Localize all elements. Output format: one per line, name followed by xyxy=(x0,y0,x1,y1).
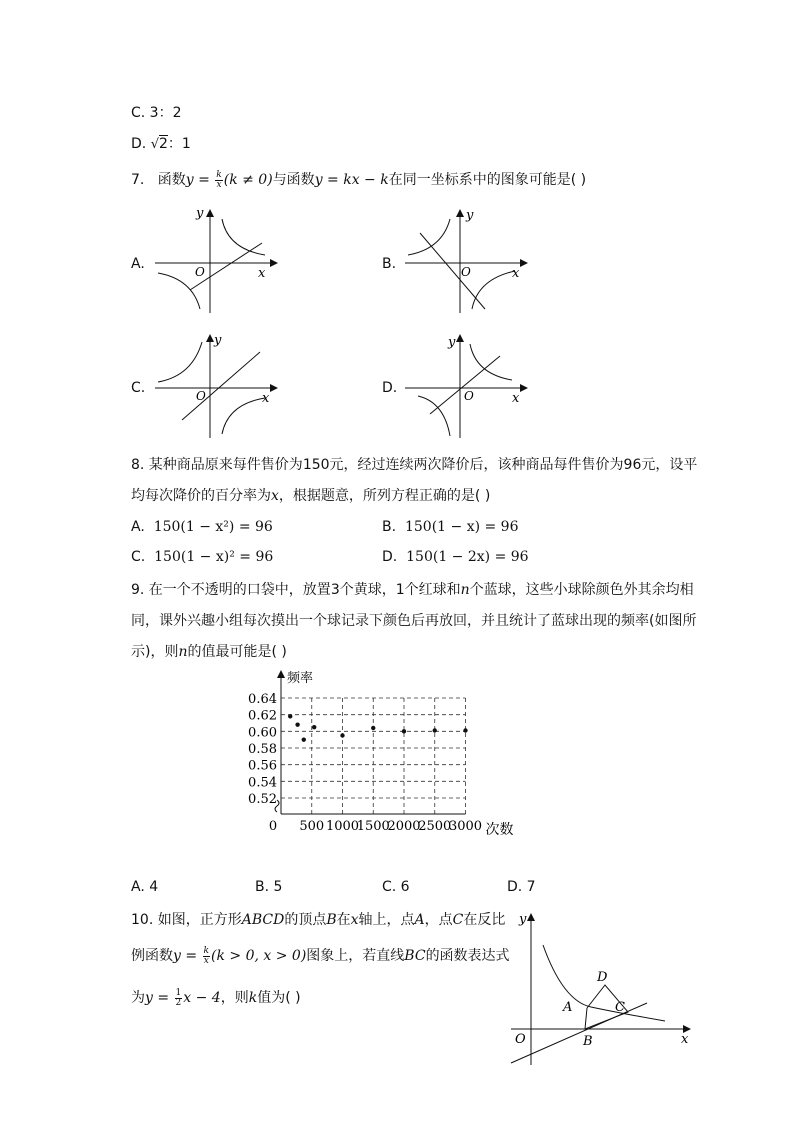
q6-option-d xyxy=(131,134,191,155)
q9-option-c: C. 6 xyxy=(382,879,410,895)
q9-text-1: 9. 在一个不透明的口袋中，放置 xyxy=(131,582,331,598)
q10-text-3: 在 xyxy=(336,912,351,928)
q7-text-1: 函数 xyxy=(157,172,186,188)
q7-f1-lhs: y = xyxy=(185,172,215,188)
q7-text-3: 在同一坐标系中的图象可能是( ) xyxy=(388,172,587,188)
y-axis-arrow xyxy=(456,334,464,342)
q10-x-var: x xyxy=(350,912,359,928)
q6-option-d-radicand: 2 xyxy=(158,136,168,152)
q10-f2-lhs: y = xyxy=(145,990,174,1006)
y-axis-title: 频率 xyxy=(287,671,314,686)
q8-text-3: 元，设平 xyxy=(641,457,698,473)
line-graph xyxy=(420,233,485,309)
q9-n-var-2: n xyxy=(178,644,188,660)
y-tick-label: 0.56 xyxy=(248,758,277,774)
q10-pt-c: C xyxy=(452,912,464,928)
origin-label: O xyxy=(195,265,205,279)
q10-k-var: k xyxy=(248,990,258,1006)
y-label: y xyxy=(214,333,222,348)
q10-text-7: 例函数 xyxy=(131,948,173,964)
q6-option-c xyxy=(131,103,182,123)
q10-f-cond: (k > 0, x > 0) xyxy=(211,948,307,964)
fig-label-c: C xyxy=(615,1000,625,1015)
q7-option-a-label: A. xyxy=(131,256,145,272)
origin-label: O xyxy=(461,265,471,279)
q7-graph-c xyxy=(150,330,280,440)
q8-var: x xyxy=(271,488,279,504)
q10-f2-rest: x − 4 xyxy=(183,990,221,1006)
q8-text-4: 均每次降价的百分率为 xyxy=(131,488,271,504)
q10-text-5: ，点 xyxy=(424,912,453,928)
hyperbola-branch-1 xyxy=(158,342,202,382)
data-point xyxy=(295,722,299,726)
fig-label-x: x xyxy=(681,1032,689,1047)
origin-label: O xyxy=(464,389,474,403)
data-point xyxy=(402,729,406,733)
q9-yellow-count: 3 xyxy=(330,582,340,598)
y-axis-arrow xyxy=(456,209,464,217)
q10-pt-b: B xyxy=(326,912,337,928)
q7-f2: y = kx − k xyxy=(314,172,389,188)
data-point xyxy=(340,733,344,737)
q10-f-den: x xyxy=(203,955,209,966)
y-axis-arrow xyxy=(206,334,214,342)
q8-option-d-label: D. xyxy=(382,549,398,565)
q10-stem-line-1 xyxy=(131,910,505,930)
q6-option-d-suffix: ：1 xyxy=(167,136,191,152)
x-tick-label: 1500 xyxy=(356,819,390,834)
fig-label-y: y xyxy=(519,912,527,927)
x-tick-label: 2500 xyxy=(418,819,452,834)
q8-text-2: 元，经过连续两次降价后，该种商品每件售价为 xyxy=(329,457,624,473)
q9-option-a: A. 4 xyxy=(131,879,159,895)
q8-text-1: 8. 某种商品原来每件售价为 xyxy=(131,457,303,473)
q8-option-b-label: B. xyxy=(382,519,397,535)
q7-f1-num: k xyxy=(216,169,222,180)
q9-option-b: B. 5 xyxy=(255,879,283,895)
q7-graph-d xyxy=(400,330,530,440)
q6-option-d-label: D. xyxy=(131,136,151,152)
q10-text-6: 在反比 xyxy=(463,912,506,928)
q10-stem-line-2 xyxy=(131,946,510,966)
q8-option-b xyxy=(382,519,519,535)
q10-f-frac xyxy=(203,947,210,966)
q10-text-11: ，则 xyxy=(220,990,249,1006)
x-label: x xyxy=(258,266,266,281)
q9-option-d: D. 7 xyxy=(507,879,536,895)
q9-text-5: 示)，则 xyxy=(131,644,179,660)
y-tick-label: 0.52 xyxy=(248,792,277,807)
fig-label-a: A xyxy=(563,1000,573,1015)
y-tick-label: 0.64 xyxy=(248,692,277,707)
q10-text-4: 轴上，点 xyxy=(358,912,415,928)
frequency-chart xyxy=(235,664,565,844)
origin-label: 0 xyxy=(268,819,278,834)
q10-f2-den: 2 xyxy=(175,997,182,1008)
y-label: y xyxy=(448,335,456,350)
q10-pt-a: A xyxy=(414,912,425,928)
q8-option-c-body: 150(1 − x)² = 96 xyxy=(154,549,274,565)
q10-text-2: 的顶点 xyxy=(284,912,327,928)
q10-square: ABCD xyxy=(241,912,285,928)
hyperbola-branch-2 xyxy=(158,273,200,309)
q7-text-2: 与函数 xyxy=(272,172,315,188)
y-axis-arrow xyxy=(527,913,535,921)
q7-graph-a xyxy=(150,205,280,315)
q9-text-4: 个蓝球，这些小球除颜色外其余均相 xyxy=(469,582,694,598)
data-point xyxy=(302,737,306,741)
q7-f1-den: x xyxy=(216,179,222,190)
x-axis-arrow xyxy=(270,384,278,392)
y-tick-label: 0.58 xyxy=(248,742,277,757)
q10-f2-num: 1 xyxy=(175,987,182,998)
q10-text-8: 图象上，若直线 xyxy=(306,948,405,964)
y-tick-label: 0.60 xyxy=(248,725,277,741)
y-axis-arrow xyxy=(277,670,285,678)
sqrt-sign: √ xyxy=(150,137,159,152)
fig-label-b: B xyxy=(583,1034,593,1049)
q8-option-d-body: 150(1 − 2x) = 96 xyxy=(406,549,529,565)
q10-f-num: k xyxy=(203,945,210,956)
hyperbola-branch-2 xyxy=(472,271,515,309)
x-axis-title: 次数 xyxy=(485,822,514,838)
data-point xyxy=(312,725,316,729)
q7-stem xyxy=(131,170,586,190)
q9-n-var: n xyxy=(460,582,470,598)
q7-f1-cond: (k ≠ 0) xyxy=(223,172,273,188)
q7-option-d-label: D. xyxy=(382,380,398,396)
data-point xyxy=(463,728,467,732)
x-label: x xyxy=(512,266,520,281)
q10-text-10: 为 xyxy=(131,990,145,1006)
hyperbola-branch-2 xyxy=(222,398,265,434)
q10-text-1: 10. 如图，正方形 xyxy=(131,912,242,928)
x-tick-label: 3000 xyxy=(448,819,483,834)
origin-label: O xyxy=(196,389,206,403)
q9-stem-line-2: 同，课外兴趣小组每次摸出一个球记录下颜色后再放回，并且统计了蓝球出现的频率(如图所 xyxy=(131,613,697,629)
q9-text-2: 个黄球， xyxy=(339,582,396,598)
x-tick-label: 1000 xyxy=(325,819,360,834)
q10-text-9: 的函数表达式 xyxy=(425,948,510,964)
q6-option-c-text: C. 3：2 xyxy=(131,105,182,121)
x-axis-arrow xyxy=(520,384,528,392)
q9-stem-line-1 xyxy=(131,580,694,600)
q8-option-a xyxy=(131,519,273,535)
q10-f-lhs: y = xyxy=(173,948,202,964)
x-axis-arrow xyxy=(270,259,278,267)
data-point xyxy=(433,728,437,732)
q9-stem-line-3 xyxy=(131,642,287,662)
data-point xyxy=(288,714,292,718)
y-label: y xyxy=(466,208,474,223)
q8-stem-line-2 xyxy=(131,486,490,506)
q10-figure xyxy=(505,905,705,1070)
q9-red-count: 1 xyxy=(395,582,405,598)
q10-stem-line-3 xyxy=(131,988,301,1008)
hyperbola-branch-1 xyxy=(222,219,265,255)
q7-graph-b xyxy=(400,205,530,315)
q8-price-new: 96 xyxy=(623,457,642,473)
x-tick-label: 500 xyxy=(299,819,325,834)
q7-option-b-label: B. xyxy=(382,256,397,272)
hyperbola-branch-1 xyxy=(470,344,512,380)
q7-number: 7. xyxy=(131,172,145,188)
q10-line-bc: BC xyxy=(404,948,426,964)
line-graph xyxy=(430,356,500,414)
q8-option-c-label: C. xyxy=(131,549,146,565)
hyperbola-branch-1 xyxy=(408,219,450,255)
q7-option-c-label: C. xyxy=(131,380,146,396)
q8-option-b-body: 150(1 − x) = 96 xyxy=(404,519,519,535)
x-label: x xyxy=(262,391,270,406)
q8-option-d xyxy=(382,549,529,565)
x-tick-label: 2000 xyxy=(387,819,421,834)
fig-label-o: O xyxy=(515,1032,526,1047)
fig-label-d: D xyxy=(597,970,608,985)
y-tick-label: 0.62 xyxy=(248,708,277,724)
data-point xyxy=(371,726,375,730)
x-axis-arrow xyxy=(520,259,528,267)
q9-text-3: 个红球和 xyxy=(404,582,461,598)
q8-stem-line-1 xyxy=(131,455,697,475)
y-tick-label: 0.54 xyxy=(248,775,277,791)
q10-f2-frac xyxy=(175,989,183,1008)
q8-option-a-body: 150(1 − x²) = 96 xyxy=(153,519,273,535)
q8-option-c xyxy=(131,549,273,565)
q9-text-6: 的值最可能是( ) xyxy=(187,644,287,660)
q8-option-a-label: A. xyxy=(131,519,145,535)
y-axis-arrow xyxy=(206,209,214,217)
q7-f1-frac xyxy=(215,171,222,190)
q8-price-old: 150 xyxy=(302,457,330,473)
x-label: x xyxy=(512,391,520,406)
y-label: y xyxy=(196,206,204,221)
line-graph xyxy=(182,352,260,420)
q8-text-5: ，根据题意，所列方程正确的是( ) xyxy=(278,488,491,504)
q10-text-12: 值为( ) xyxy=(257,990,301,1006)
